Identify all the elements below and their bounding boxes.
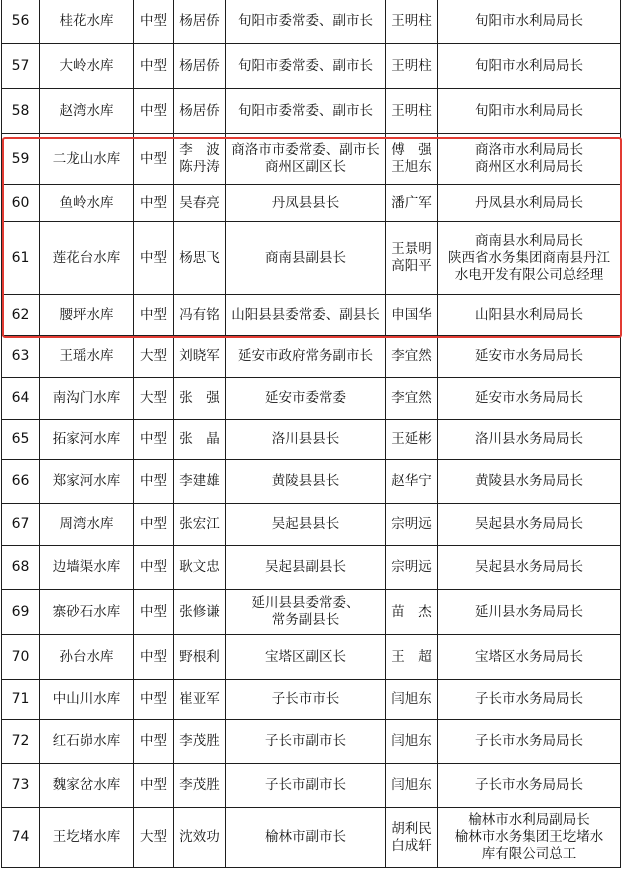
cell-reservoir-type: 中型 — [134, 44, 174, 89]
table-row — [2, 460, 621, 504]
table-row — [2, 635, 621, 680]
cell-tech-position — [438, 89, 621, 134]
cell-admin-position — [226, 590, 386, 635]
cell-tech-person-line: 闫旭东 — [391, 733, 432, 749]
cell-tech-person-line: 王 超 — [391, 648, 432, 665]
cell-admin-person — [174, 420, 226, 460]
cell-admin-position — [226, 185, 386, 222]
cell-tech-person — [386, 44, 438, 89]
table-row — [2, 808, 621, 868]
cell-tech-person-line: 宗明远 — [391, 516, 432, 532]
cell-tech-position-line: 吴起县水务局局长 — [475, 516, 583, 532]
cell-reservoir-type: 中型 — [134, 185, 174, 222]
table-row — [2, 185, 621, 222]
cell-tech-person — [386, 764, 438, 808]
cell-tech-person — [386, 336, 438, 378]
cell-number: 67 — [2, 504, 40, 546]
cell-reservoir-name: 拓家河水库 — [40, 420, 134, 460]
cell-admin-person-line: 李茂胜 — [179, 733, 220, 749]
cell-number: 60 — [2, 185, 40, 222]
cell-admin-person — [174, 590, 226, 635]
cell-tech-position-line: 旬阳市水利局局长 — [475, 12, 583, 29]
cell-tech-person-line: 闫旭东 — [391, 777, 432, 793]
cell-tech-person-line: 王明柱 — [391, 57, 432, 74]
cell-admin-person — [174, 222, 226, 295]
cell-tech-position — [438, 460, 621, 504]
cell-reservoir-name: 周湾水库 — [40, 504, 134, 546]
cell-tech-position-line: 库有限公司总工 — [481, 846, 577, 862]
cell-reservoir-type: 中型 — [134, 720, 174, 764]
cell-admin-person-line: 张 强 — [179, 390, 220, 406]
table-row — [2, 720, 621, 764]
cell-number: 69 — [2, 590, 40, 635]
cell-reservoir-name: 红石峁水库 — [40, 720, 134, 764]
cell-tech-position — [438, 808, 621, 868]
cell-number: 74 — [2, 808, 40, 868]
cell-number: 65 — [2, 420, 40, 460]
cell-admin-position-line: 延安市委常委 — [265, 390, 346, 406]
cell-admin-position-line: 延安市政府常务副市长 — [238, 348, 373, 364]
cell-number: 68 — [2, 546, 40, 590]
cell-admin-position-line: 延川县县委常委、 — [251, 595, 360, 611]
cell-admin-position-line: 吴起县县长 — [271, 516, 340, 532]
cell-admin-person — [174, 89, 226, 134]
cell-reservoir-type: 大型 — [134, 808, 174, 868]
cell-admin-person-line: 刘晓军 — [179, 348, 220, 364]
cell-tech-person — [386, 546, 438, 590]
cell-admin-person-line: 杨居侨 — [179, 102, 220, 119]
cell-reservoir-type: 中型 — [134, 635, 174, 680]
cell-admin-person — [174, 546, 226, 590]
cell-admin-position — [226, 460, 386, 504]
cell-reservoir-name: 王瑶水库 — [40, 336, 134, 378]
cell-admin-position — [226, 0, 386, 44]
cell-admin-position — [226, 336, 386, 378]
cell-admin-person-line: 李建雄 — [179, 473, 220, 489]
cell-admin-person-line: 李 波 — [179, 142, 220, 158]
cell-tech-person-line: 胡利民 — [391, 820, 432, 837]
cell-tech-position — [438, 764, 621, 808]
cell-admin-person-line: 沈效功 — [179, 829, 220, 845]
cell-reservoir-name: 莲花台水库 — [40, 222, 134, 295]
cell-reservoir-type: 中型 — [134, 134, 174, 185]
cell-number: 59 — [2, 134, 40, 185]
cell-admin-person-line: 杨思飞 — [179, 249, 220, 266]
cell-number: 64 — [2, 378, 40, 420]
cell-admin-position — [226, 134, 386, 185]
cell-admin-position — [226, 635, 386, 680]
cell-tech-position — [438, 546, 621, 590]
cell-reservoir-type: 中型 — [134, 295, 174, 336]
cell-tech-position-line: 商南县水利局局长 — [475, 232, 583, 249]
cell-reservoir-type: 中型 — [134, 590, 174, 635]
cell-admin-person-line: 杨居侨 — [179, 57, 220, 74]
cell-number: 63 — [2, 336, 40, 378]
cell-admin-position — [226, 720, 386, 764]
cell-number: 57 — [2, 44, 40, 89]
cell-admin-position — [226, 764, 386, 808]
cell-reservoir-name: 郑家河水库 — [40, 460, 134, 504]
cell-reservoir-name: 大岭水库 — [40, 44, 134, 89]
table-row — [2, 680, 621, 720]
cell-tech-person — [386, 460, 438, 504]
cell-tech-person-line: 王明柱 — [391, 12, 432, 29]
cell-admin-person — [174, 504, 226, 546]
table-row — [2, 420, 621, 460]
cell-admin-position — [226, 420, 386, 460]
cell-admin-person — [174, 680, 226, 720]
cell-tech-person — [386, 720, 438, 764]
table-row — [2, 764, 621, 808]
cell-tech-position-line: 商洛市水利局局长 — [475, 142, 583, 158]
cell-number: 61 — [2, 222, 40, 295]
cell-tech-position — [438, 420, 621, 460]
cell-reservoir-type: 中型 — [134, 89, 174, 134]
cell-admin-person-line: 李茂胜 — [179, 777, 220, 793]
cell-admin-position — [226, 378, 386, 420]
cell-tech-position-line: 榆林市水利局副局长 — [468, 812, 590, 828]
cell-admin-position — [226, 504, 386, 546]
cell-tech-person-line: 白成轩 — [391, 837, 432, 854]
cell-reservoir-type: 中型 — [134, 680, 174, 720]
reservoir-responsibility-table — [1, 0, 621, 868]
cell-tech-position-line: 宝塔区水务局局长 — [475, 648, 583, 665]
cell-tech-person-line: 苗 杰 — [391, 603, 432, 620]
cell-tech-position — [438, 0, 621, 44]
cell-number: 73 — [2, 764, 40, 808]
cell-tech-position-line: 吴起县水务局局长 — [475, 559, 583, 575]
cell-admin-person — [174, 460, 226, 504]
cell-tech-position-line: 商州区水利局局长 — [475, 159, 583, 175]
cell-admin-position-line: 商洛市市委常委、副市长 — [231, 142, 380, 158]
cell-admin-position-line: 宝塔区副区长 — [265, 648, 346, 665]
table-row — [2, 0, 621, 44]
cell-admin-person-line: 杨居侨 — [179, 12, 220, 29]
cell-admin-position-line: 旬阳市委常委、副市长 — [238, 57, 373, 74]
cell-admin-person — [174, 378, 226, 420]
cell-admin-person-line: 陈丹涛 — [179, 159, 220, 175]
cell-admin-position-line: 商州区副区长 — [265, 159, 346, 175]
cell-admin-position-line: 常务副县长 — [271, 612, 340, 628]
cell-admin-position — [226, 89, 386, 134]
cell-tech-person-line: 赵华宁 — [391, 473, 432, 489]
cell-tech-position — [438, 336, 621, 378]
cell-tech-position-line: 黄陵县水务局局长 — [475, 473, 583, 489]
cell-admin-person-line: 张宏江 — [179, 516, 220, 532]
cell-tech-person — [386, 89, 438, 134]
cell-tech-position — [438, 590, 621, 635]
cell-tech-position-line: 水电开发有限公司总经理 — [454, 266, 604, 283]
cell-admin-person — [174, 0, 226, 44]
cell-reservoir-name: 鱼岭水库 — [40, 185, 134, 222]
cell-admin-person-line: 张 晶 — [179, 431, 220, 447]
cell-number: 71 — [2, 680, 40, 720]
cell-admin-person — [174, 185, 226, 222]
cell-admin-position-line: 山阳县县委常委、副县长 — [231, 306, 380, 323]
cell-admin-position-line: 商南县副县长 — [265, 249, 346, 266]
cell-tech-person-line: 王明柱 — [391, 102, 432, 119]
cell-tech-position — [438, 378, 621, 420]
cell-admin-position — [226, 295, 386, 336]
cell-reservoir-name: 孙台水库 — [40, 635, 134, 680]
table-row — [2, 134, 621, 185]
cell-tech-position-line: 丹凤县水利局局长 — [475, 194, 583, 211]
cell-reservoir-name: 腰坪水库 — [40, 295, 134, 336]
cell-tech-position — [438, 44, 621, 89]
cell-tech-person — [386, 420, 438, 460]
cell-admin-position-line: 黄陵县县长 — [271, 473, 340, 489]
cell-tech-person-line: 高阳平 — [391, 258, 432, 274]
cell-admin-position — [226, 808, 386, 868]
cell-tech-person-line: 闫旭东 — [391, 691, 432, 707]
cell-tech-person-line: 傅 强 — [391, 142, 432, 158]
cell-number: 72 — [2, 720, 40, 764]
cell-admin-person — [174, 44, 226, 89]
cell-admin-person — [174, 808, 226, 868]
cell-reservoir-type: 中型 — [134, 222, 174, 295]
cell-admin-person — [174, 295, 226, 336]
table-body — [2, 0, 621, 868]
cell-admin-position — [226, 222, 386, 295]
cell-admin-person — [174, 764, 226, 808]
cell-reservoir-type: 中型 — [134, 764, 174, 808]
cell-tech-person — [386, 222, 438, 295]
cell-reservoir-type: 中型 — [134, 460, 174, 504]
cell-tech-position-line: 延川县水务局局长 — [475, 603, 583, 620]
cell-admin-position-line: 丹凤县县长 — [271, 194, 340, 211]
cell-tech-position — [438, 635, 621, 680]
cell-number: 58 — [2, 89, 40, 134]
cell-tech-position-line: 山阳县水利局局长 — [475, 306, 583, 323]
cell-admin-position — [226, 44, 386, 89]
cell-admin-position — [226, 680, 386, 720]
table-row — [2, 336, 621, 378]
cell-tech-position — [438, 222, 621, 295]
cell-tech-person — [386, 0, 438, 44]
cell-admin-position-line: 旬阳市委常委、副市长 — [238, 12, 373, 29]
cell-admin-person — [174, 134, 226, 185]
table-row — [2, 378, 621, 420]
cell-tech-position — [438, 680, 621, 720]
cell-reservoir-name: 边墙渠水库 — [40, 546, 134, 590]
cell-admin-person-line: 崔亚军 — [179, 691, 220, 707]
cell-number: 66 — [2, 460, 40, 504]
cell-tech-person — [386, 635, 438, 680]
cell-admin-position-line: 子长市市长 — [271, 691, 340, 707]
table-row — [2, 590, 621, 635]
cell-admin-position-line: 吴起县副县长 — [265, 559, 346, 575]
cell-reservoir-name: 南沟门水库 — [40, 378, 134, 420]
cell-reservoir-type: 大型 — [134, 336, 174, 378]
cell-tech-person — [386, 378, 438, 420]
table-row — [2, 295, 621, 336]
cell-tech-person — [386, 295, 438, 336]
cell-reservoir-name: 王圪堵水库 — [40, 808, 134, 868]
cell-reservoir-name: 赵湾水库 — [40, 89, 134, 134]
cell-admin-person-line: 吴春亮 — [179, 194, 220, 211]
cell-tech-position-line: 旬阳市水利局局长 — [475, 57, 583, 74]
cell-tech-person — [386, 590, 438, 635]
cell-number: 62 — [2, 295, 40, 336]
cell-tech-person — [386, 808, 438, 868]
cell-tech-position-line: 榆林市水务集团王圪堵水 — [454, 829, 604, 845]
cell-tech-person — [386, 134, 438, 185]
cell-admin-position-line: 子长市副市长 — [265, 733, 346, 749]
cell-admin-person-line: 野根利 — [179, 648, 220, 665]
cell-tech-position-line: 旬阳市水利局局长 — [475, 102, 583, 119]
cell-tech-position — [438, 185, 621, 222]
cell-admin-person-line: 耿文忠 — [179, 559, 220, 575]
cell-tech-person-line: 王旭东 — [391, 159, 432, 175]
cell-tech-position-line: 子长市水务局局长 — [475, 691, 583, 707]
table-row — [2, 44, 621, 89]
cell-tech-person-line: 李宜然 — [391, 348, 432, 364]
cell-tech-position-line: 洛川县水务局局长 — [475, 431, 583, 447]
cell-reservoir-name: 寨砂石水库 — [40, 590, 134, 635]
table-row — [2, 222, 621, 295]
cell-tech-position — [438, 295, 621, 336]
cell-tech-position-line: 子长市水务局局长 — [475, 733, 583, 749]
cell-admin-person — [174, 635, 226, 680]
cell-reservoir-name: 桂花水库 — [40, 0, 134, 44]
cell-admin-position-line: 子长市副市长 — [265, 777, 346, 793]
cell-tech-person-line: 申国华 — [391, 306, 432, 323]
cell-tech-person-line: 潘广军 — [391, 194, 432, 211]
cell-admin-position-line: 洛川县县长 — [271, 431, 340, 447]
cell-number: 70 — [2, 635, 40, 680]
cell-reservoir-type: 中型 — [134, 504, 174, 546]
cell-reservoir-name: 二龙山水库 — [40, 134, 134, 185]
cell-tech-person — [386, 680, 438, 720]
cell-admin-person — [174, 336, 226, 378]
table-row — [2, 89, 621, 134]
cell-tech-person-line: 李宜然 — [391, 390, 432, 406]
cell-admin-person — [174, 720, 226, 764]
table-row — [2, 504, 621, 546]
cell-tech-position — [438, 504, 621, 546]
cell-tech-person-line: 王景明 — [391, 241, 432, 257]
cell-tech-person-line: 王延彬 — [391, 431, 432, 447]
cell-tech-position — [438, 134, 621, 185]
cell-tech-person — [386, 504, 438, 546]
cell-tech-position-line: 延安市水务局局长 — [475, 348, 583, 364]
cell-tech-person-line: 宗明远 — [391, 559, 432, 575]
table-row — [2, 546, 621, 590]
cell-admin-person-line: 冯有铭 — [179, 306, 220, 323]
cell-reservoir-type: 中型 — [134, 0, 174, 44]
cell-tech-position-line: 陕西省水务集团商南县丹江 — [448, 249, 610, 266]
cell-tech-position — [438, 720, 621, 764]
cell-reservoir-name: 中山川水库 — [40, 680, 134, 720]
cell-reservoir-type: 大型 — [134, 378, 174, 420]
cell-admin-position — [226, 546, 386, 590]
cell-reservoir-type: 中型 — [134, 420, 174, 460]
cell-admin-person-line: 张修谦 — [179, 603, 220, 620]
cell-number: 56 — [2, 0, 40, 44]
cell-admin-position-line: 榆林市副市长 — [265, 829, 346, 845]
cell-reservoir-type: 中型 — [134, 546, 174, 590]
cell-reservoir-name: 魏家岔水库 — [40, 764, 134, 808]
cell-tech-person — [386, 185, 438, 222]
cell-tech-position-line: 子长市水务局局长 — [475, 777, 583, 793]
cell-admin-position-line: 旬阳市委常委、副市长 — [238, 102, 373, 119]
cell-tech-position-line: 延安市水务局局长 — [475, 390, 583, 406]
